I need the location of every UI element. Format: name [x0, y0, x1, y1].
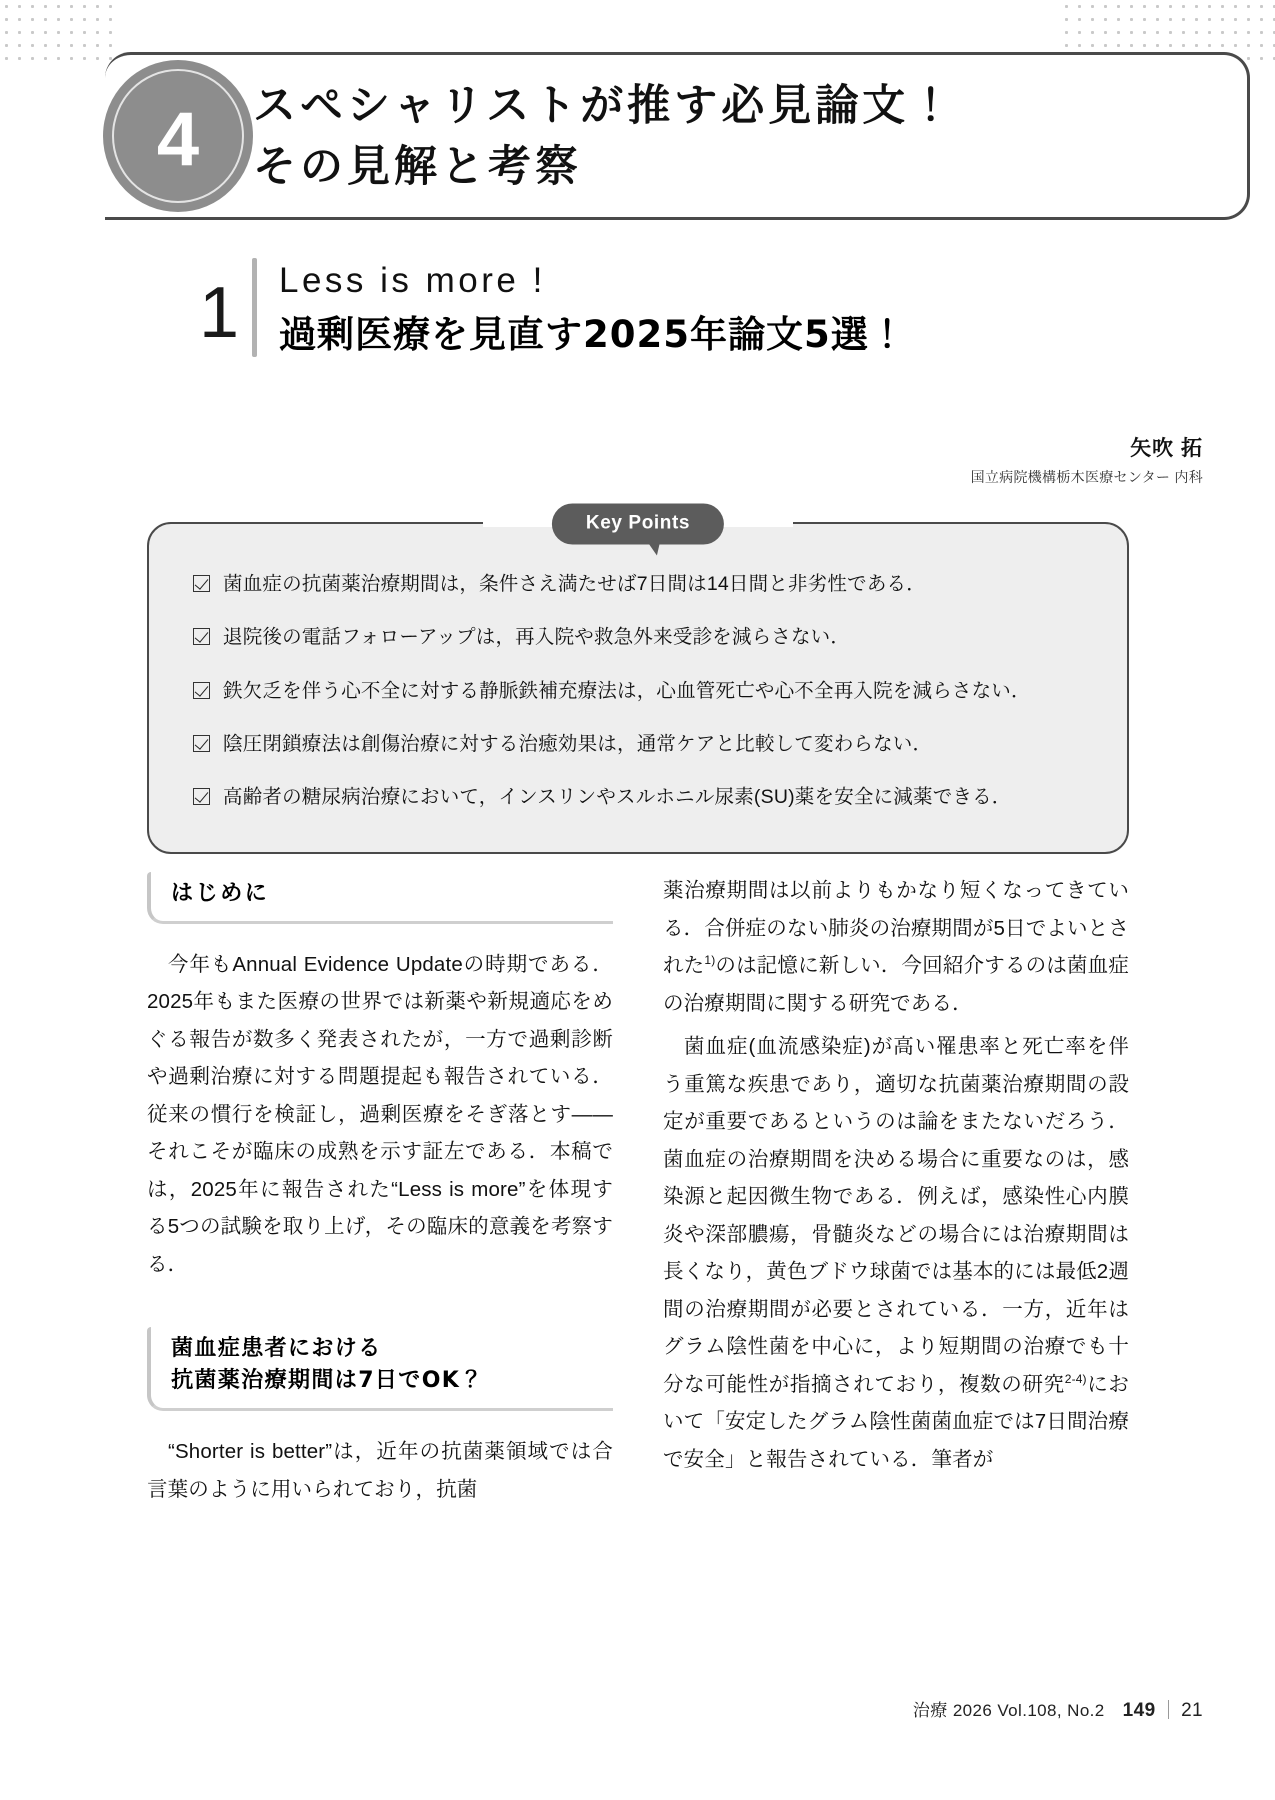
footer-divider [1168, 1700, 1170, 1719]
key-points-label: Key Points [552, 504, 724, 545]
key-point-text: 陰圧閉鎖療法は創傷治療に対する治癒効果は，通常ケアと比較して変わらない． [223, 732, 933, 755]
key-point-text: 退院後の電話フォローアップは，再入院や救急外来受診を減らさない． [223, 626, 851, 649]
key-point-item [193, 570, 1083, 599]
key-point-item [193, 730, 1083, 759]
article-title-japanese: 過剰医療を見直す2025年論文5選！ [279, 313, 907, 357]
page-footer [913, 1696, 1203, 1722]
author-affiliation: 国立病院機構栃木医療センター 内科 [970, 469, 1203, 485]
checkbox-icon [193, 628, 210, 645]
section-heading-bacteremia [147, 1327, 613, 1411]
article-header-rule [252, 258, 257, 357]
checkbox-icon [193, 682, 210, 699]
paragraph-bacteremia-detail [663, 1028, 1129, 1478]
byline [971, 432, 1203, 487]
key-points-box [147, 512, 1129, 854]
key-point-item [193, 623, 1083, 652]
author-name: 矢吹 拓 [1130, 437, 1203, 460]
reference-marker: 1) [704, 953, 716, 968]
checkbox-icon [193, 575, 210, 592]
paragraph-bacteremia-start: “Shorter is better”は，近年の抗菌薬領域では合言葉のように用いられており，抗菌 [147, 1440, 613, 1501]
key-point-item [193, 677, 1083, 706]
article-number: 1 [198, 272, 240, 353]
key-point-text: 高齢者の糖尿病治療において，インスリンやスルホニル尿素(SU)薬を安全に減薬できる． [223, 786, 1012, 808]
paragraph-detail-part-a: 菌血症(血流感染症)が高い罹患率と死亡率を伴う重篤な疾患であり，適切な抗菌薬治療期間の設定が重要であるというのは論をまたないだろう．菌血症の治療期間を決める場合に重要なのは，感染源と起因微生物である．例えば，感染性心内膜炎や深部膿瘍，骨髄炎などの場合には治療期間は長くなり，黄色ブドウ球菌では基本的には最低2週間の治療期間が必要とされている．一方，近年はグラム陰性菌を中心に，より短期間の治療でも十分な可能性が指摘されており，複数の研究 [663, 1035, 1129, 1396]
paragraph-continued-part-a: 薬治療期間は以前よりもかなり短くなってきている．合併症のない肺炎の治療期間が5日でよいとされた [663, 879, 1129, 977]
section-heading-text-line-1: 菌血症患者における [171, 1336, 382, 1362]
footer-page-number: 149 [1122, 1700, 1156, 1721]
article-header [196, 255, 1205, 360]
key-points-section [147, 512, 1129, 854]
paragraph-continued-part-b: のは記憶に新しい．今回紹介するのは菌血症の治療期間に関する研究である． [663, 954, 1129, 1015]
section-number: 4 [156, 97, 200, 182]
checkbox-icon [193, 788, 210, 805]
checkbox-icon [193, 735, 210, 752]
decorative-dots-left [0, 0, 120, 60]
section-heading-text-line-2: 抗菌薬治療期間は7日でOK？ [171, 1368, 484, 1394]
section-heading-introduction [147, 872, 613, 924]
decorative-dots-right [1060, 0, 1275, 60]
key-point-text: 鉄欠乏を伴う心不全に対する静脈鉄補充療法は，心血管死亡や心不全再入院を減らさない． [223, 679, 1031, 702]
section-heading-text: はじめに [171, 881, 270, 906]
body-columns [147, 872, 1129, 1514]
section-title-line-1: スペシャリストが推す必見論文！ [253, 81, 957, 131]
left-column [147, 872, 613, 1514]
paragraph-introduction: 今年もAnnual Evidence Updateの時期である．2025年もまた医療の世界では新薬や新規適応をめぐる報告が数多く発表されたが，一方で過剰診断や過剰治療に対する問題提起も報告されている．従来の慣行を検証し，過剰医療をそぎ落とす——それこそが臨床の成熟を示す証左である．本稿では，2025年に報告された“Less is more”を体現する5つの試験を取り上げ，その臨床的意義を考察する． [147, 952, 613, 1276]
right-column [663, 872, 1129, 1514]
key-point-item [193, 783, 1083, 812]
reference-marker: 2-4) [1064, 1371, 1087, 1386]
footer-journal-info: 治療 2026 Vol.108, No.2 [912, 1701, 1105, 1720]
footer-chapter-page: 21 [1181, 1700, 1203, 1721]
section-number-badge [103, 60, 253, 212]
paragraph-continued [663, 872, 1129, 1022]
section-title [253, 76, 1220, 198]
key-point-text: 菌血症の抗菌薬治療期間は，条件さえ満たせば7日間は14日間と非劣性である． [223, 573, 926, 595]
section-title-line-2: その見解と考察 [253, 142, 582, 193]
section-banner [105, 52, 1250, 220]
paragraph-detail-part-b: において「安定したグラム陰性菌菌血症では7日間治療で安全」と報告されている．筆者が [663, 1372, 1129, 1471]
article-title-english: Less is more ! [279, 261, 546, 300]
